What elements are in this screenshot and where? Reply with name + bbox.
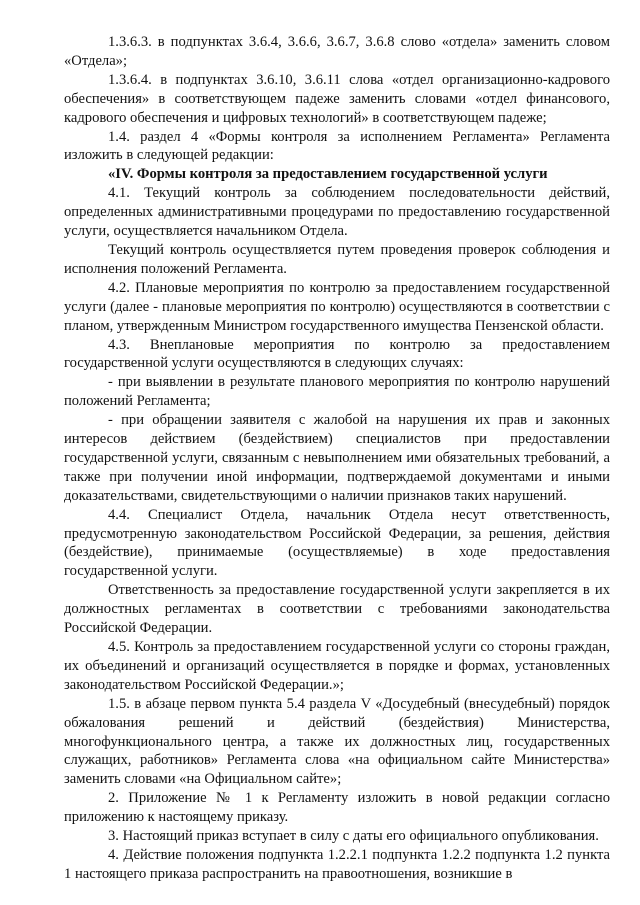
document-page [64, 33, 610, 884]
paragraph-3: 3. Настоящий приказ вступает в силу с даты его официального опубликования. [108, 828, 599, 845]
paragraph-4-4-continued: Ответственность за предоставление государственной услуги закрепляется в их должностных регламентах в соответствии с требованиями законодательства Российской Федерации. [64, 582, 610, 637]
paragraph-4-4: 4.4. Специалист Отдела, начальник Отдела несут ответственность, предусмотренную законодательством Российской Федерации, за решения, действия (бездействие), принимаемые (осуществляемые) в ходе предоставления государственной услуги. [64, 506, 610, 580]
paragraph-4-1: 4.1. Текущий контроль за соблюдением последовательности действий, определенных административными процедурами по предоставлению государственной услуги, осуществляется начальником Отдела. [64, 185, 610, 240]
paragraph-4-1-continued: Текущий контроль осуществляется путем проведения проверок соблюдения и исполнения положений Регламента. [64, 241, 610, 277]
list-item-planned-inspection: - при выявлении в результате планового мероприятия по контролю нарушений положений Регламента; [64, 374, 610, 410]
paragraph-1-3-6-3: 1.3.6.3. в подпунктах 3.6.4, 3.6.6, 3.6.7, 3.6.8 слово «отдела» заменить словом «Отдела»; [64, 34, 610, 69]
section-heading-iv: «IV. Формы контроля за предоставлением государственной услуги [108, 166, 548, 183]
paragraph-4-5: 4.5. Контроль за предоставлением государственной услуги со стороны граждан, их объединений и организаций осуществляется в порядке и формах, установленных законодательством Российской Федерации.»; [64, 639, 610, 693]
list-item-applicant-complaint: - при обращении заявителя с жалобой на нарушения их прав и законных интересов действием (бездействием) специалистов при предоставлении государственной услуги, связанным с невыполнением ими обязательных требований, а также при получении иной информации, подтверждаемой документами и иными доказательствами, свидетельствующими о наличии признаков таких нарушений. [64, 412, 610, 504]
paragraph-1-3-6-4: 1.3.6.4. в подпунктах 3.6.10, 3.6.11 слова «отдел организационно-кадрового обеспечения» в соответствующем падеже заменить словами «отдел финансового, кадрового обеспечения и цифровых технологий» в соответствующем падеже; [64, 71, 610, 126]
paragraph-4-2: 4.2. Плановые мероприятия по контролю за предоставлением государственной услуги (далее - плановые мероприятия по контролю) осуществляются в соответствии с планом, утвержденным Министром государственного имущества Пензенской области. [64, 279, 610, 334]
paragraph-4-3: 4.3. Внеплановые мероприятия по контролю за предоставлением государственной услуги осуществляются в следующих случаях: [64, 336, 610, 372]
paragraph-2: 2. Приложение № 1 к Регламенту изложить в новой редакции согласно приложению к настоящему приказу. [64, 790, 610, 826]
paragraph-1-5: 1.5. в абзаце первом пункта 5.4 раздела V «Досудебный (внесудебный) порядок обжалования решений и действий (бездействия) Министерства, многофункционального центра, а также их должностных лиц, государственных служащих, работников» Регламента слова «на официальном сайте Министерства» заменить словами «на Официальном сайте»; [64, 695, 610, 788]
paragraph-4: 4. Действие положения подпункта 1.2.2.1 подпункта 1.2.2 подпункта 1.2 пункта 1 настоящего приказа распространить на правоотношения, возникшие в [64, 846, 610, 882]
paragraph-1-4: 1.4. раздел 4 «Формы контроля за исполнением Регламента» Регламента изложить в следующей редакции: [64, 128, 610, 164]
